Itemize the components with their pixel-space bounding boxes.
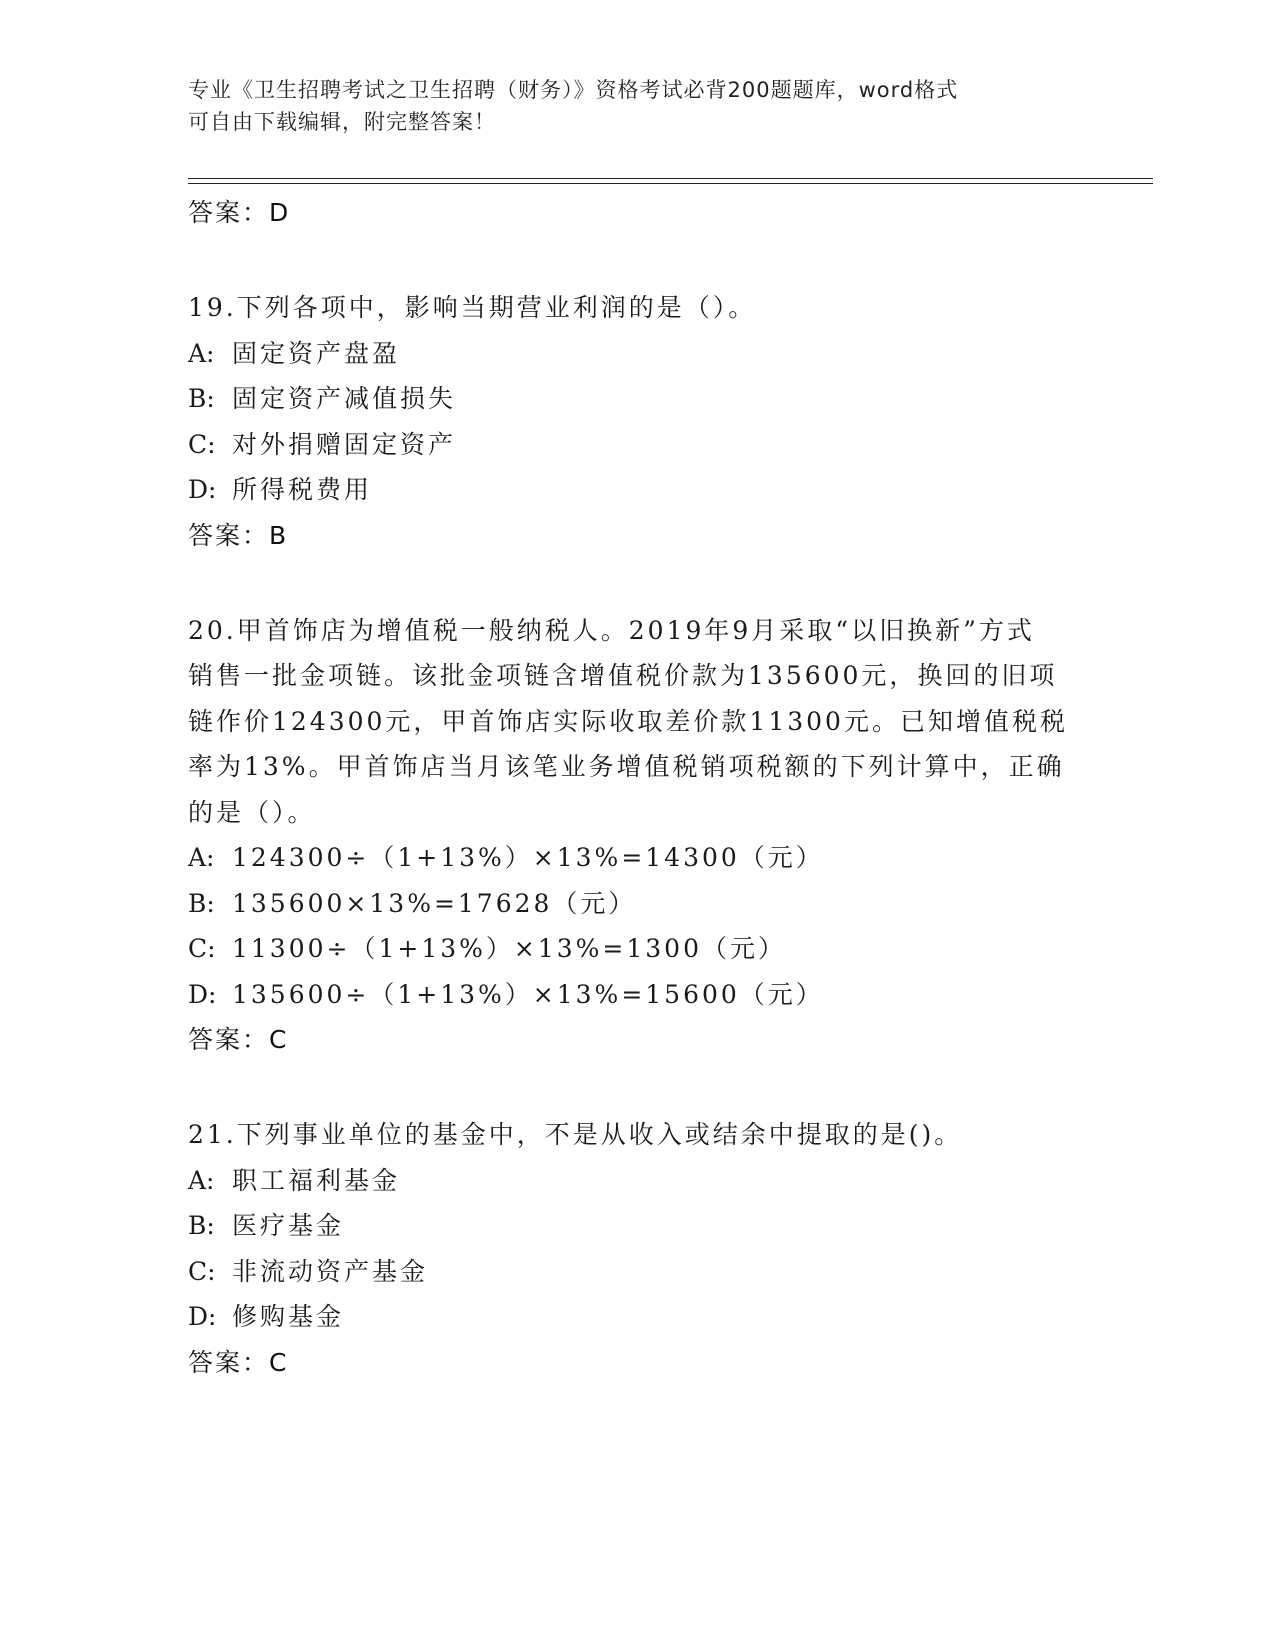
option-text: 职工福利基金 [232,1165,401,1195]
option-c [188,422,1088,468]
option-text: 135600×13%=17628（元） [232,888,637,918]
option-text: 医疗基金 [232,1211,345,1240]
option-b [188,1203,1088,1249]
option-letter: A: [188,338,215,368]
header-line-1: 专业《卫生招聘考试之卫生招聘（财务）》资格考试必背200题题库，word格式 [188,78,959,102]
option-a [188,1158,1088,1204]
question-21 [188,1112,1088,1385]
option-letter: D: [188,1302,217,1331]
answer-line: 答案：C [188,1347,289,1377]
question-stem-line-1: 20.甲首饰店为增值税一般纳税人。2019年9月采取“以旧换新”方式 [188,615,1035,645]
option-letter: C: [188,934,216,963]
option-text: 124300÷（1+13%）×13%=14300（元） [232,843,824,872]
question-19 [188,285,1088,558]
option-d [188,1294,1088,1340]
option-letter: B: [188,1211,215,1240]
option-letter: B: [188,888,215,918]
option-text: 对外捐赠固定资产 [232,429,457,459]
option-text: 固定资产减值损失 [232,384,457,413]
question-stem: 19.下列各项中，影响当期营业利润的是（）。 [188,293,757,322]
question-stem: 21.下列事业单位的基金中，不是从收入或结余中提取的是()。 [188,1120,963,1149]
option-d [188,467,1088,513]
option-text: 固定资产盘盈 [232,338,401,368]
option-letter: C: [188,1256,216,1286]
option-letter: B: [188,384,215,413]
option-letter: C: [188,429,216,459]
option-letter: A: [188,843,215,872]
option-b [188,376,1088,422]
option-a [188,835,1088,881]
question-20 [188,608,1088,1063]
question-stem-line-2: 销售一批金项链。该批金项链含增值税价款为135600元，换回的旧项 [188,661,1058,690]
question-stem-line-4: 率为13%。甲首饰店当月该笔业务增值税销项税额的下列计算中，正确 [188,752,1065,781]
document-header [188,74,1088,138]
header-divider-top [188,178,1153,179]
option-text: 所得税费用 [232,475,373,504]
option-c [188,1249,1088,1295]
question-stem-line-5: 的是（）。 [188,797,316,827]
option-text: 非流动资产基金 [232,1256,429,1286]
option-text: 135600÷（1+13%）×13%=15600（元） [232,979,824,1009]
option-d [188,972,1088,1018]
previous-answer: 答案：D [188,198,291,227]
option-text: 11300÷（1+13%）×13%=1300（元） [232,934,786,963]
question-stem-line-3: 链作价124300元，甲首饰店实际收取差价款11300元。已知增值税税 [188,706,1068,736]
option-b [188,881,1088,927]
option-a [188,331,1088,377]
header-line-2: 可自由下载编辑，附完整答案！ [188,110,496,134]
option-letter: D: [188,979,217,1009]
option-letter: A: [188,1165,215,1195]
header-divider-bottom [188,183,1153,184]
option-text: 修购基金 [232,1302,345,1331]
option-c [188,926,1088,972]
answer-line: 答案：B [188,520,289,550]
document-body [188,190,1088,1385]
answer-line: 答案：C [188,1025,289,1054]
option-letter: D: [188,475,217,504]
